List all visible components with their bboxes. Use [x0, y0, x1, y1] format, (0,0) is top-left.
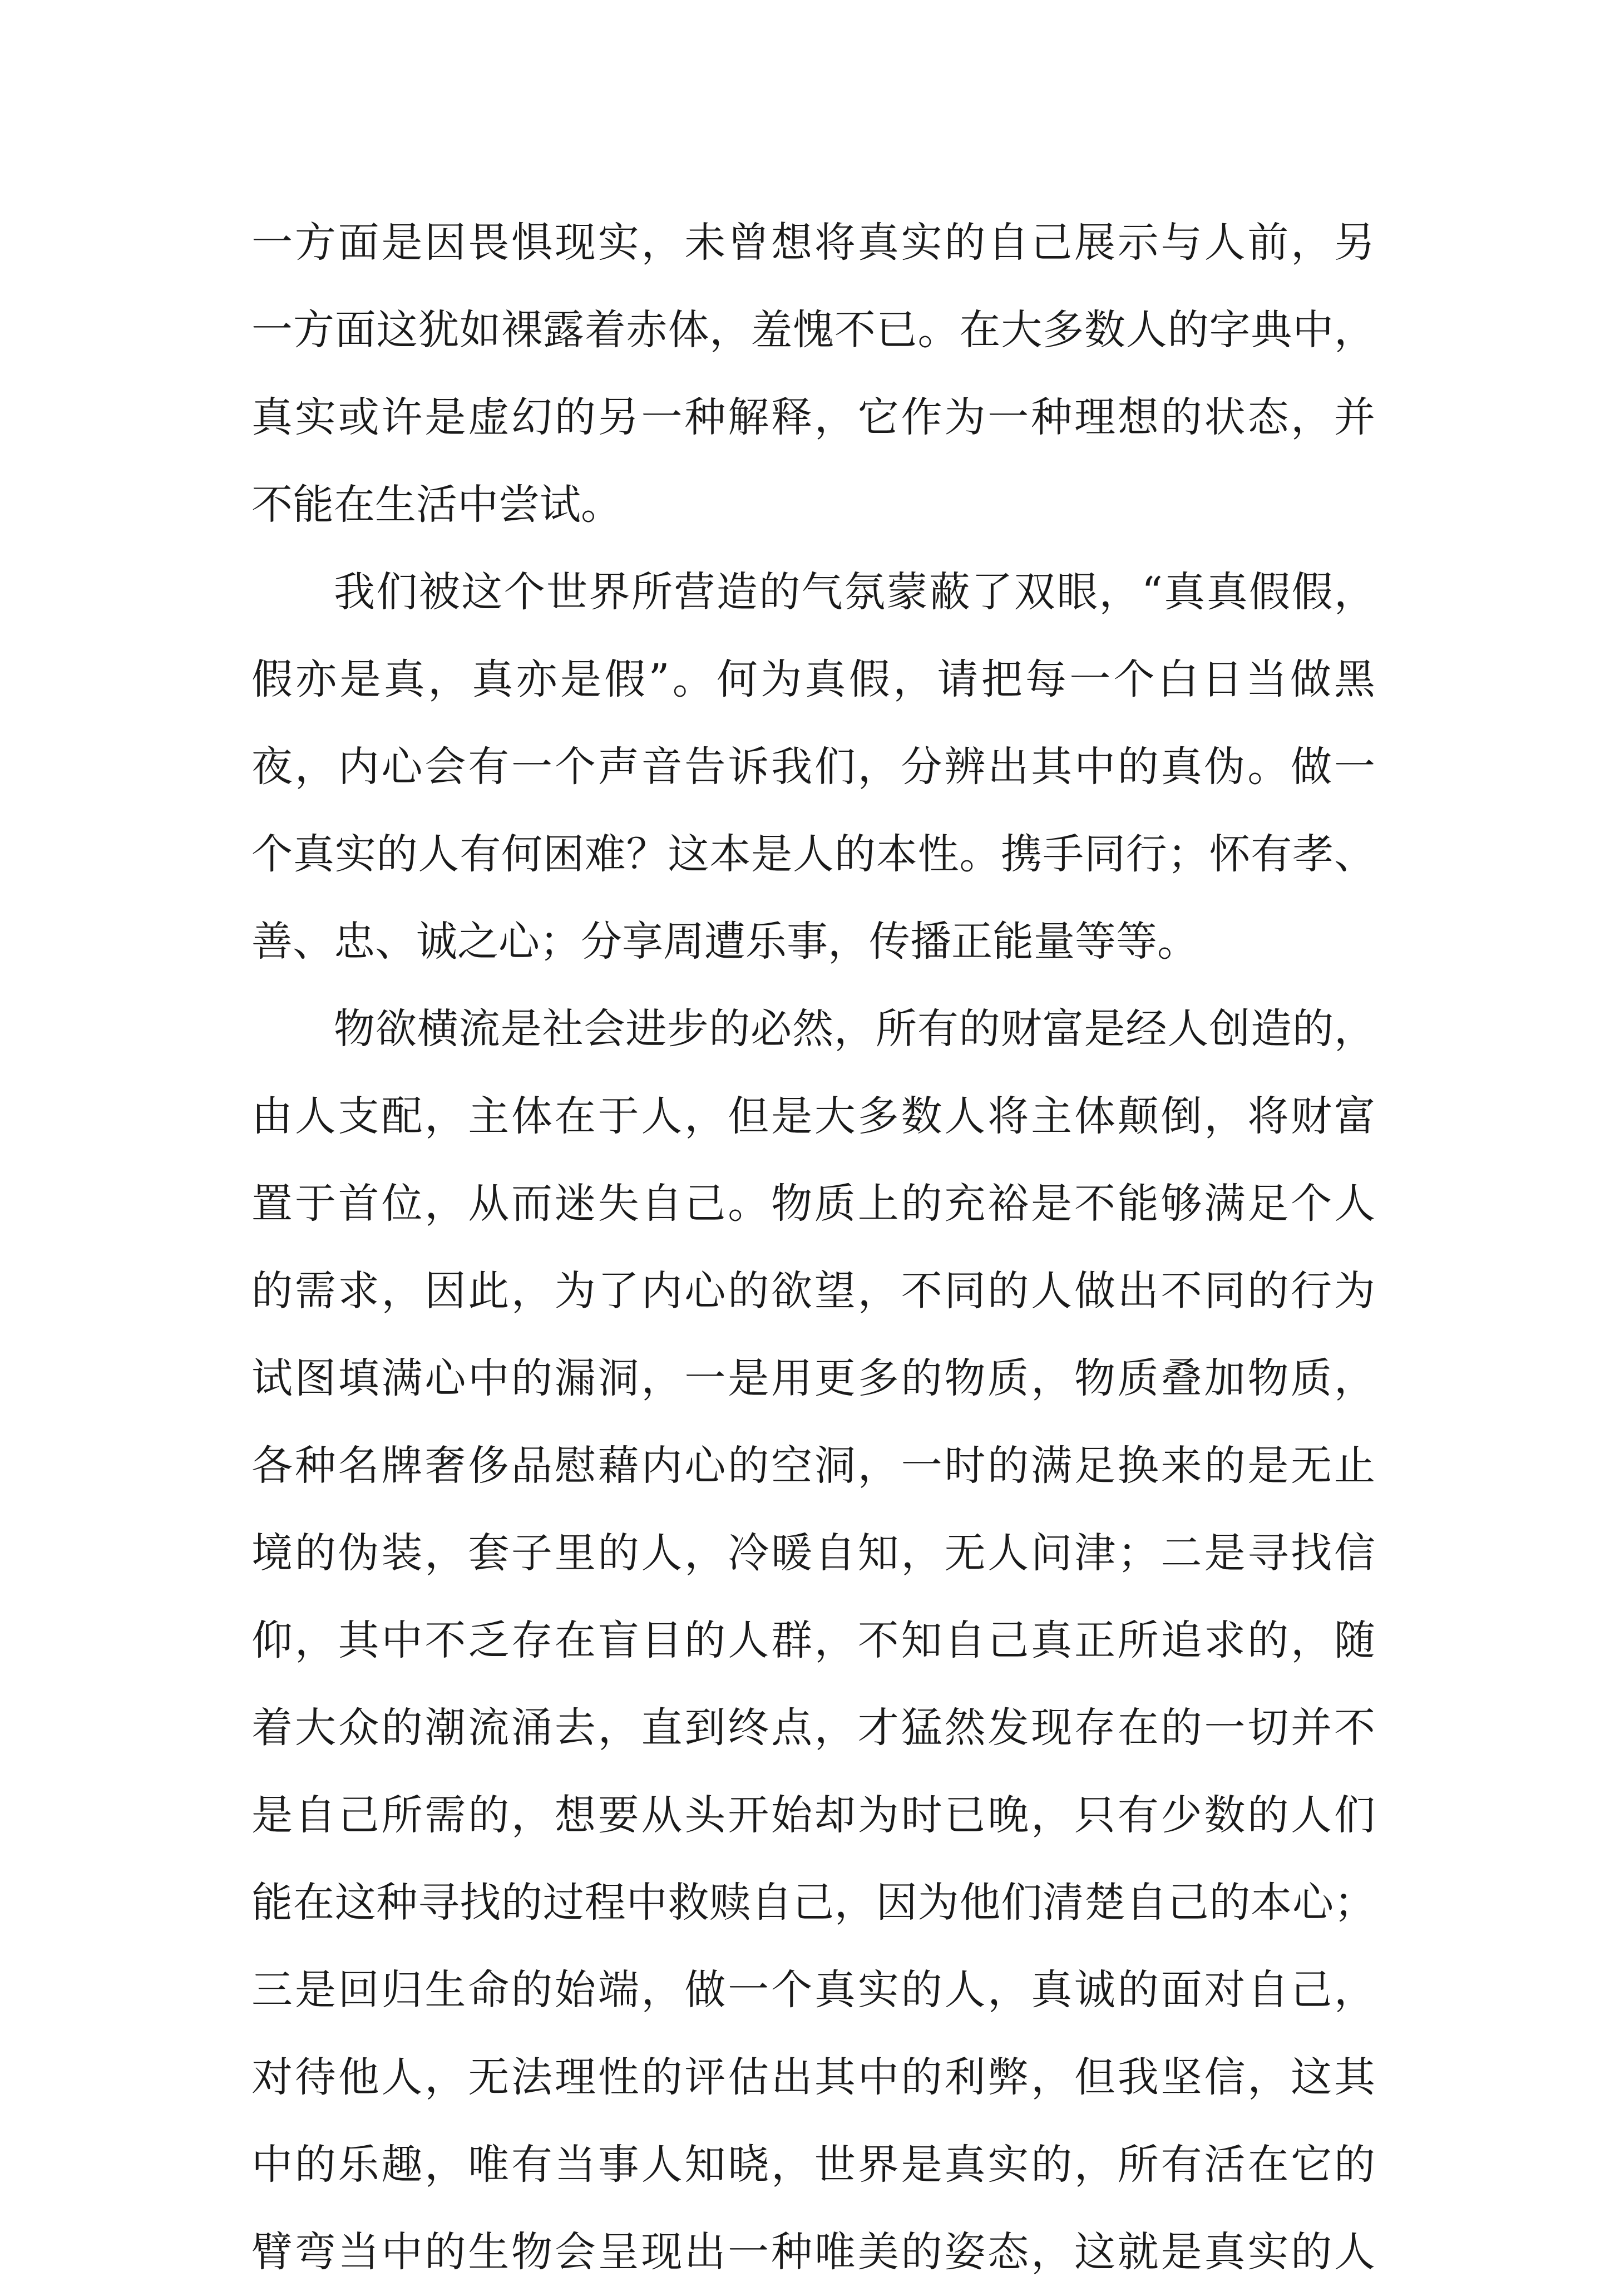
text-line: 对待他人，无法理性的评估出其中的利弊，但我坚信，这其: [251, 2053, 1375, 2101]
text-line: 善、忠、诚之心；分享周遭乐事，传播正能量等等。: [251, 918, 1198, 965]
text-line: 个真实的人有何困难？这本是人的本性。携手同行；怀有孝、: [251, 830, 1375, 878]
text-line: 试图填满心中的漏洞，一是用更多的物质，物质叠加物质，: [251, 1354, 1375, 1402]
text-line: 由人支配，主体在于人，但是大多数人将主体颠倒，将财富: [251, 1092, 1375, 1140]
text-line: 一方面是因畏惧现实，未曾想将真实的自己展示与人前，另: [251, 219, 1375, 267]
text-line: 置于首位，从而迷失自己。物质上的充裕是不能够满足个人: [251, 1180, 1375, 1228]
text-line: 物欲横流是社会进步的必然，所有的财富是经人创造的，: [334, 1005, 1375, 1053]
text-line: 各种名牌奢侈品慰藉内心的空洞，一时的满足换来的是无止: [251, 1442, 1375, 1490]
text-line: 不能在生活中尝试。: [251, 481, 622, 529]
text-line: 仰，其中不乏存在盲目的人群，不知自己真正所追求的，随: [251, 1617, 1375, 1664]
text-line: 假亦是真，真亦是假”。何为真假，请把每一个白日当做黑: [251, 656, 1375, 703]
text-line: 三是回归生命的始端，做一个真实的人，真诚的面对自己，: [251, 1966, 1375, 2014]
text-line: 真实或许是虚幻的另一种解释，它作为一种理想的状态，并: [251, 393, 1375, 441]
text-line: 能在这种寻找的过程中救赎自己，因为他们清楚自己的本心；: [251, 1879, 1375, 1927]
text-line: 夜，内心会有一个声音告诉我们，分辨出其中的真伪。做一: [251, 743, 1375, 791]
text-line: 我们被这个世界所营造的气氛蒙蔽了双眼，“真真假假，: [334, 568, 1375, 616]
text-line: 着大众的潮流涌去，直到终点，才猛然发现存在的一切并不: [251, 1704, 1375, 1752]
text-line: 的需求，因此，为了内心的欲望，不同的人做出不同的行为: [251, 1267, 1375, 1315]
text-line: 是自己所需的，想要从头开始却为时已晚，只有少数的人们: [251, 1791, 1375, 1839]
text-line: 一方面这犹如裸露着赤体，羞愧不已。在大多数人的字典中，: [251, 306, 1375, 354]
text-line: 中的乐趣，唯有当事人知晓，世界是真实的，所有活在它的: [251, 2141, 1375, 2189]
text-line: 境的伪装，套子里的人，冷暖自知，无人问津；二是寻找信: [251, 1529, 1375, 1577]
body-text: [251, 199, 1375, 2296]
text-line: 臂弯当中的生物会呈现出一种唯美的姿态，这就是真实的人: [251, 2228, 1375, 2276]
